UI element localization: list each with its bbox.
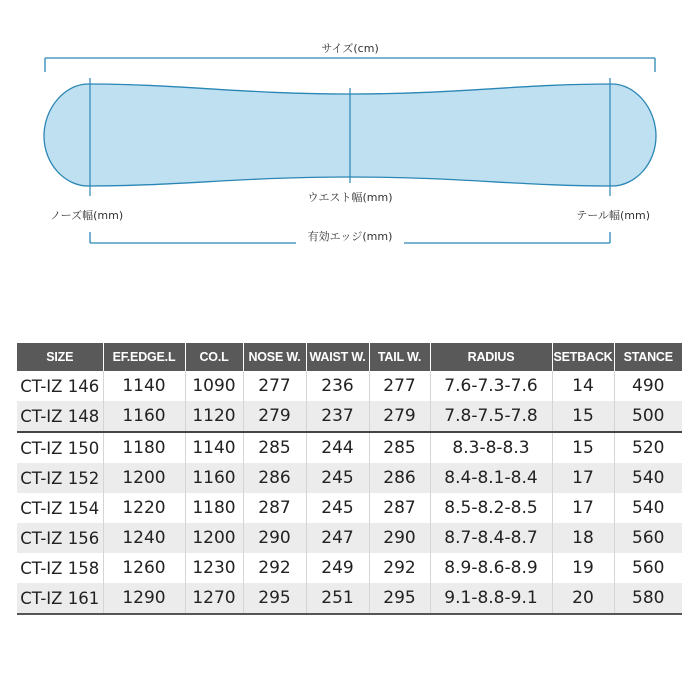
cell-stance: 490 [614, 371, 682, 401]
cell-nose-w: 279 [243, 401, 306, 432]
cell-stance: 560 [614, 553, 682, 583]
cell-waist-w: 245 [306, 493, 369, 523]
cell-waist-w: 237 [306, 401, 369, 432]
cell-ef-edge: 1240 [103, 523, 185, 553]
waist-label: ウエスト幅(mm) [307, 191, 393, 204]
cell-co-l: 1160 [185, 463, 243, 493]
cell-stance: 520 [614, 432, 682, 463]
cell-size: CT-IZ 154 [17, 493, 103, 523]
cell-nose-w: 295 [243, 583, 306, 614]
edge-label: 有効エッジ(mm) [307, 230, 393, 243]
cell-radius: 8.4-8.1-8.4 [430, 463, 552, 493]
board-diagram [0, 0, 700, 260]
cell-stance: 540 [614, 463, 682, 493]
cell-radius: 8.5-8.2-8.5 [430, 493, 552, 523]
cell-ef-edge: 1220 [103, 493, 185, 523]
cell-tail-w: 286 [369, 463, 430, 493]
cell-setback: 18 [552, 523, 614, 553]
spec-table [17, 343, 682, 615]
cell-co-l: 1270 [185, 583, 243, 614]
cell-nose-w: 287 [243, 493, 306, 523]
cell-setback: 19 [552, 553, 614, 583]
cell-ef-edge: 1180 [103, 432, 185, 463]
cell-co-l: 1180 [185, 493, 243, 523]
header-tail-w: TAIL W. [369, 343, 430, 371]
size-dimension [45, 58, 655, 72]
header-stance: STANCE [614, 343, 682, 371]
cell-size: CT-IZ 161 [17, 583, 103, 614]
cell-tail-w: 287 [369, 493, 430, 523]
cell-tail-w: 292 [369, 553, 430, 583]
cell-setback: 14 [552, 371, 614, 401]
cell-tail-w: 295 [369, 583, 430, 614]
cell-setback: 20 [552, 583, 614, 614]
cell-nose-w: 277 [243, 371, 306, 401]
header-radius: RADIUS [430, 343, 552, 371]
cell-setback: 15 [552, 432, 614, 463]
cell-ef-edge: 1260 [103, 553, 185, 583]
cell-tail-w: 290 [369, 523, 430, 553]
cell-nose-w: 285 [243, 432, 306, 463]
cell-ef-edge: 1160 [103, 401, 185, 432]
table-row [17, 463, 682, 493]
table-row [17, 401, 682, 432]
nose-label: ノーズ幅(mm) [50, 209, 124, 222]
cell-co-l: 1090 [185, 371, 243, 401]
cell-waist-w: 236 [306, 371, 369, 401]
header-co-l: CO.L [185, 343, 243, 371]
header-setback: SETBACK [552, 343, 614, 371]
table-row [17, 553, 682, 583]
cell-radius: 8.3-8-8.3 [430, 432, 552, 463]
cell-ef-edge: 1290 [103, 583, 185, 614]
size-label: サイズ(cm) [321, 42, 379, 55]
cell-co-l: 1200 [185, 523, 243, 553]
cell-stance: 560 [614, 523, 682, 553]
cell-waist-w: 247 [306, 523, 369, 553]
table-row [17, 371, 682, 401]
table-row [17, 432, 682, 463]
tail-label: テール幅(mm) [576, 209, 650, 222]
cell-setback: 17 [552, 463, 614, 493]
cell-radius: 8.9-8.6-8.9 [430, 553, 552, 583]
cell-setback: 17 [552, 493, 614, 523]
cell-co-l: 1230 [185, 553, 243, 583]
cell-radius: 8.7-8.4-8.7 [430, 523, 552, 553]
cell-nose-w: 292 [243, 553, 306, 583]
cell-co-l: 1120 [185, 401, 243, 432]
cell-stance: 500 [614, 401, 682, 432]
cell-co-l: 1140 [185, 432, 243, 463]
cell-ef-edge: 1200 [103, 463, 185, 493]
cell-nose-w: 286 [243, 463, 306, 493]
cell-size: CT-IZ 158 [17, 553, 103, 583]
cell-stance: 580 [614, 583, 682, 614]
cell-size: CT-IZ 148 [17, 401, 103, 432]
table-row [17, 493, 682, 523]
cell-tail-w: 279 [369, 401, 430, 432]
cell-radius: 7.6-7.3-7.6 [430, 371, 552, 401]
cell-tail-w: 277 [369, 371, 430, 401]
header-waist-w: WAIST W. [306, 343, 369, 371]
table-row [17, 523, 682, 553]
header-size: SIZE [17, 343, 103, 371]
table-row [17, 583, 682, 614]
cell-radius: 7.8-7.5-7.8 [430, 401, 552, 432]
cell-tail-w: 285 [369, 432, 430, 463]
cell-waist-w: 251 [306, 583, 369, 614]
header-ef-edge: EF.EDGE.L [103, 343, 185, 371]
cell-size: CT-IZ 152 [17, 463, 103, 493]
cell-waist-w: 245 [306, 463, 369, 493]
cell-size: CT-IZ 156 [17, 523, 103, 553]
cell-radius: 9.1-8.8-9.1 [430, 583, 552, 614]
cell-ef-edge: 1140 [103, 371, 185, 401]
header-nose-w: NOSE W. [243, 343, 306, 371]
cell-setback: 15 [552, 401, 614, 432]
cell-stance: 540 [614, 493, 682, 523]
table-header-row [17, 343, 682, 371]
cell-size: CT-IZ 150 [17, 432, 103, 463]
cell-nose-w: 290 [243, 523, 306, 553]
cell-waist-w: 249 [306, 553, 369, 583]
cell-size: CT-IZ 146 [17, 371, 103, 401]
cell-waist-w: 244 [306, 432, 369, 463]
